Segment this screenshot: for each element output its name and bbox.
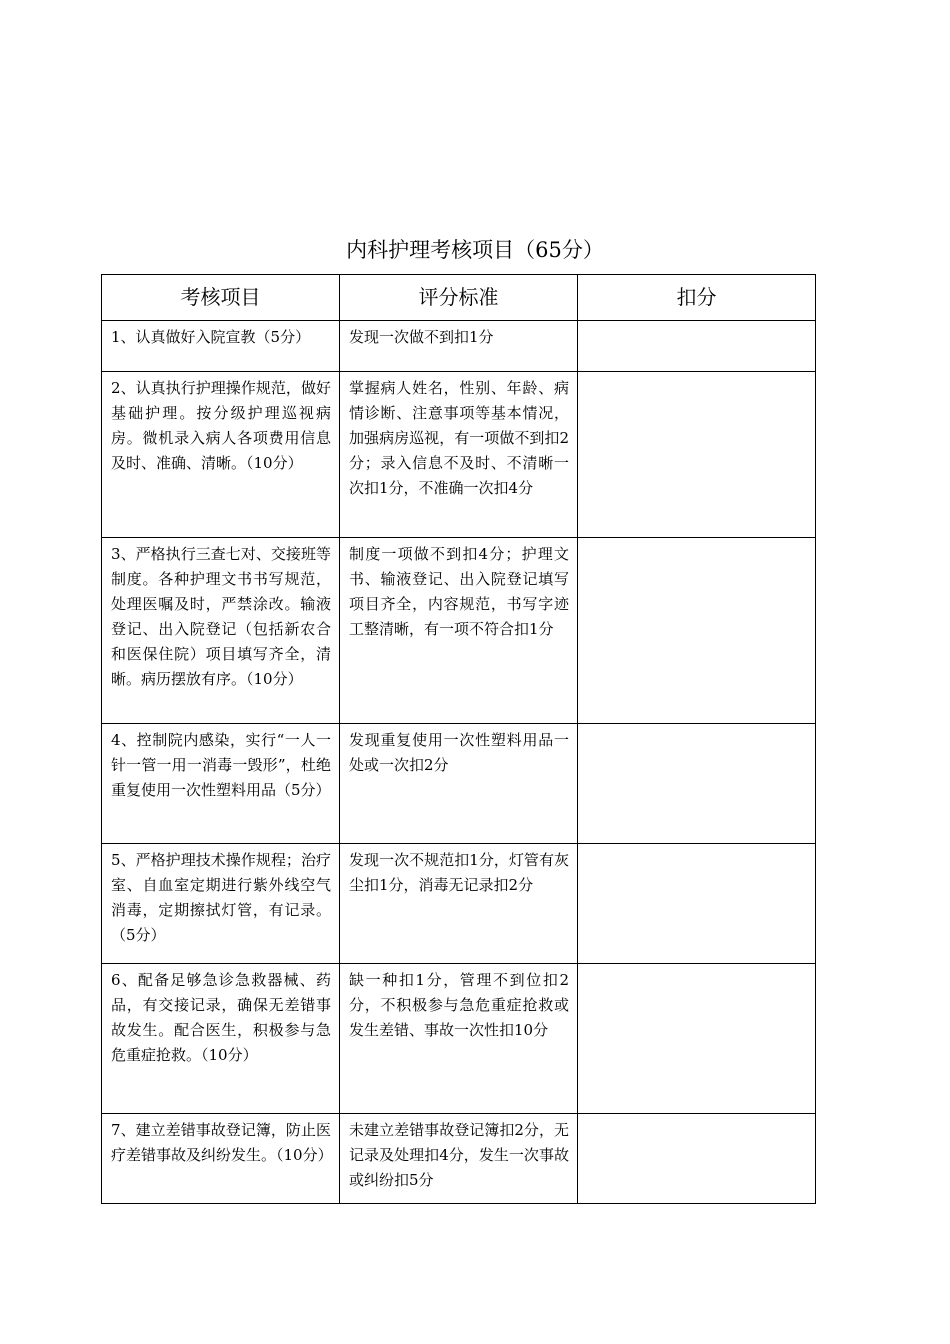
criteria-cell: 未建立差错事故登记簿扣2分，无记录及处理扣4分，发生一次事故或纠纷扣5分: [340, 1114, 578, 1204]
table-row: [102, 964, 816, 1114]
deduction-cell[interactable]: [578, 1114, 816, 1204]
deduction-cell[interactable]: [578, 372, 816, 538]
item-cell: 4、控制院内感染，实行“一人一针一管一用一消毒一毁形”，杜绝重复使用一次性塑料用品（5分）: [102, 724, 340, 844]
header-deduction: 扣分: [578, 275, 816, 321]
item-cell: 5、严格护理技术操作规程；治疗室、自血室定期进行紫外线空气消毒，定期擦拭灯管，有记录。（5分）: [102, 844, 340, 964]
document-title: 内科护理考核项目（65分）: [346, 238, 604, 262]
deduction-cell[interactable]: [578, 844, 816, 964]
criteria-cell: 制度一项做不到扣4分；护理文书、输液登记、出入院登记填写项目齐全，内容规范，书写字迹工整清晰，有一项不符合扣1分: [340, 538, 578, 724]
table-row: [102, 372, 816, 538]
assessment-table: [101, 274, 816, 1204]
criteria-cell: 缺一种扣1分，管理不到位扣2分，不积极参与急危重症抢救或发生差错、事故一次性扣10分: [340, 964, 578, 1114]
item-cell: 2、认真执行护理操作规范，做好基础护理。按分级护理巡视病房。微机录入病人各项费用信息及时、准确、清晰。（10分）: [102, 372, 340, 538]
item-cell: 6、配备足够急诊急救器械、药品，有交接记录，确保无差错事故发生。配合医生，积极参与急危重症抢救。（10分）: [102, 964, 340, 1114]
table-row: [102, 1114, 816, 1204]
header-criteria: 评分标准: [340, 275, 578, 321]
table-row: [102, 538, 816, 724]
criteria-cell: 发现重复使用一次性塑料用品一处或一次扣2分: [340, 724, 578, 844]
item-cell: 7、建立差错事故登记簿，防止医疗差错事故及纠纷发生。（10分）: [102, 1114, 340, 1204]
criteria-cell: 掌握病人姓名，性别、年龄、病情诊断、注意事项等基本情况，加强病房巡视，有一项做不到扣2分；录入信息不及时、不清晰一次扣1分，不准确一次扣4分: [340, 372, 578, 538]
table-row: [102, 724, 816, 844]
deduction-cell[interactable]: [578, 724, 816, 844]
header-item: 考核项目: [102, 275, 340, 321]
table-row: [102, 844, 816, 964]
table-header-row: [102, 275, 816, 321]
deduction-cell[interactable]: [578, 321, 816, 372]
table-row: [102, 321, 816, 372]
item-cell: 3、严格执行三查七对、交接班等制度。各种护理文书书写规范，处理医嘱及时，严禁涂改。输液登记、出入院登记（包括新农合和医保住院）项目填写齐全，清晰。病历摆放有序。（10分）: [102, 538, 340, 724]
criteria-cell: 发现一次不规范扣1分，灯管有灰尘扣1分，消毒无记录扣2分: [340, 844, 578, 964]
deduction-cell[interactable]: [578, 964, 816, 1114]
deduction-cell[interactable]: [578, 538, 816, 724]
item-cell: 1、认真做好入院宣教（5分）: [102, 321, 340, 372]
criteria-cell: 发现一次做不到扣1分: [340, 321, 578, 372]
